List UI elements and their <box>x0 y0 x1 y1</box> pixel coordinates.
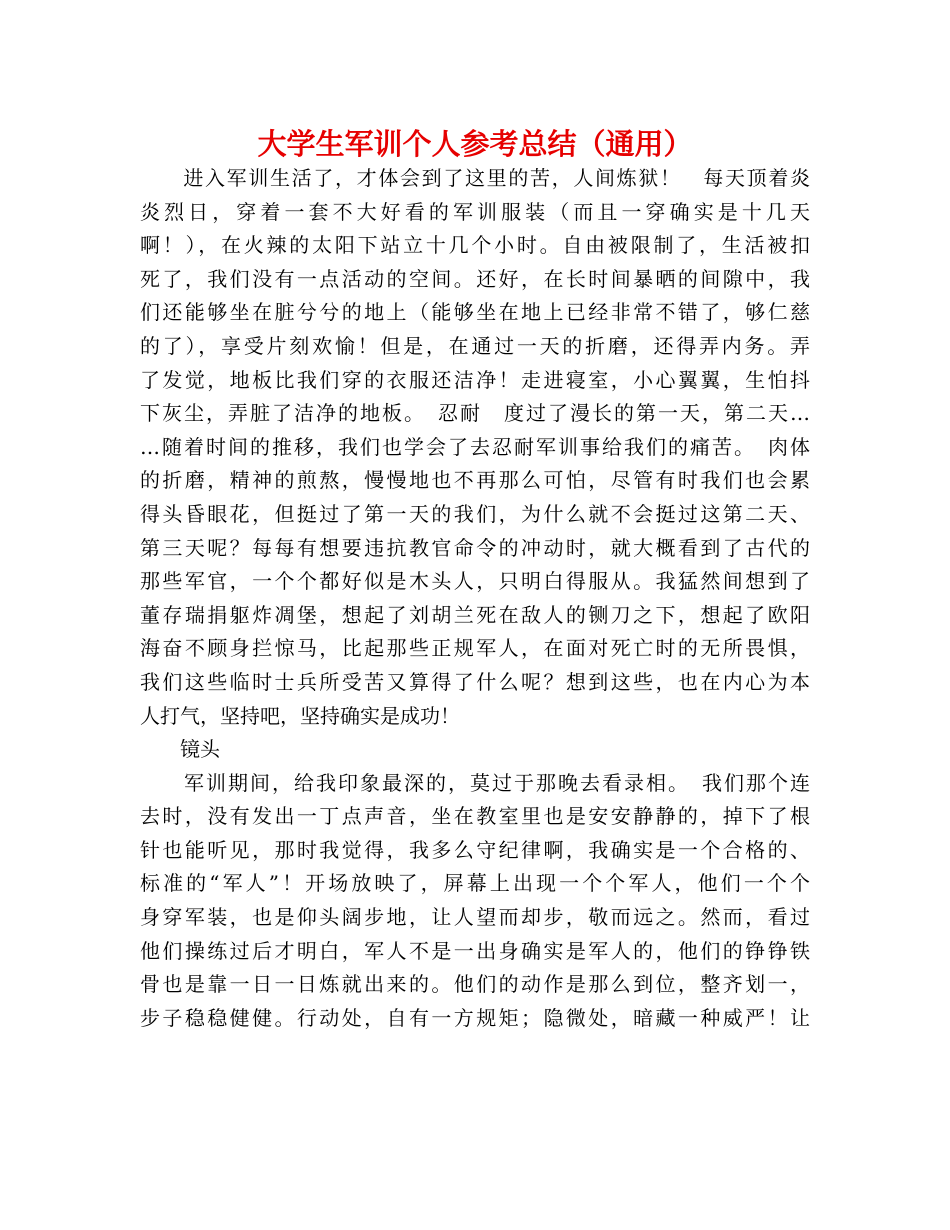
body-text-line: 步子稳稳健健。行动处，自有一方规矩；隐微处，暗藏一种威严！让 <box>140 1005 810 1030</box>
document-body <box>140 162 810 1035</box>
body-text-line: 去时，没有发出一丁点声音，坐在教室里也是安安静静的，掉下了根 <box>140 804 810 829</box>
body-text-line: 董存瑞捐躯炸凋堡，想起了刘胡兰死在敌人的铡刀之下，想起了欧阳 <box>140 602 810 627</box>
body-text-line: 标准的“军人”！开场放映了，屏幕上出现一个个军人，他们一个个 <box>140 871 810 896</box>
body-text-line: 海奋不顾身拦惊马，比起那些正规军人，在面对死亡时的无所畏惧， <box>140 636 810 661</box>
body-text-line: 骨也是靠一日一日炼就出来的。他们的动作是那么到位，整齐划一， <box>140 972 810 997</box>
body-text-line: 我们这些临时士兵所受苦又算得了什么呢？想到这些，也在内心为本 <box>140 669 810 694</box>
body-text-line: 镜头 <box>140 737 220 762</box>
body-text-line: 啊！），在火辣的太阳下站立十几个小时。自由被限制了，生活被扣 <box>140 233 810 258</box>
body-text-line: 人打气，坚持吧，坚持确实是成功！ <box>140 703 460 728</box>
body-text-line: …随着时间的推移，我们也学会了去忍耐军训事给我们的痛苦。 肉体 <box>140 434 810 459</box>
body-text-line: 第三天呢？每每有想要违抗教官命令的冲动时，就大概看到了古代的 <box>140 535 810 560</box>
body-text-line: 们还能够坐在脏兮兮的地上（能够坐在地上已经非常不错了，够仁慈 <box>140 300 810 325</box>
body-text-line: 了发觉，地板比我们穿的衣服还洁净！走进寝室，小心翼翼，生怕抖 <box>140 367 810 392</box>
body-text-line: 身穿军装，也是仰头阔步地，让人望而却步，敬而远之。然而，看过 <box>140 905 810 930</box>
body-text-line: 的了），享受片刻欢愉！但是，在通过一天的折磨，还得弄内务。弄 <box>140 333 810 358</box>
body-text-line: 下灰尘，弄脏了洁净的地板。 忍耐 度过了漫长的第一天，第二天… <box>140 401 810 426</box>
body-text-line: 针也能听见，那时我觉得，我多么守纪律啊，我确实是一个合格的、 <box>140 837 810 862</box>
body-text-line: 军训期间，给我印象最深的，莫过于那晚去看录相。 我们那个连 <box>140 770 810 795</box>
body-text-line: 的折磨，精神的煎熬，慢慢地也不再那么可怕，尽管有时我们也会累 <box>140 468 810 493</box>
document-title: 大学生军训个人参考总结（通用） <box>257 127 693 161</box>
body-text-line: 进入军训生活了，才体会到了这里的苦，人间炼狱！ 每天顶着炎 <box>140 166 810 190</box>
body-text-line: 那些军官，一个个都好似是木头人，只明白得服从。我猛然间想到了 <box>140 569 810 594</box>
body-text-line: 得头昏眼花，但挺过了第一天的我们，为什么就不会挺过这第二天、 <box>140 501 810 526</box>
body-text-line: 他们操练过后才明白，军人不是一出身确实是军人的，他们的铮铮铁 <box>140 938 810 963</box>
body-text-line: 炎烈日，穿着一套不大好看的军训服装（而且一穿确实是十几天 <box>140 199 810 224</box>
body-text-line: 死了，我们没有一点活动的空间。还好，在长时间暴晒的间隙中，我 <box>140 266 810 291</box>
